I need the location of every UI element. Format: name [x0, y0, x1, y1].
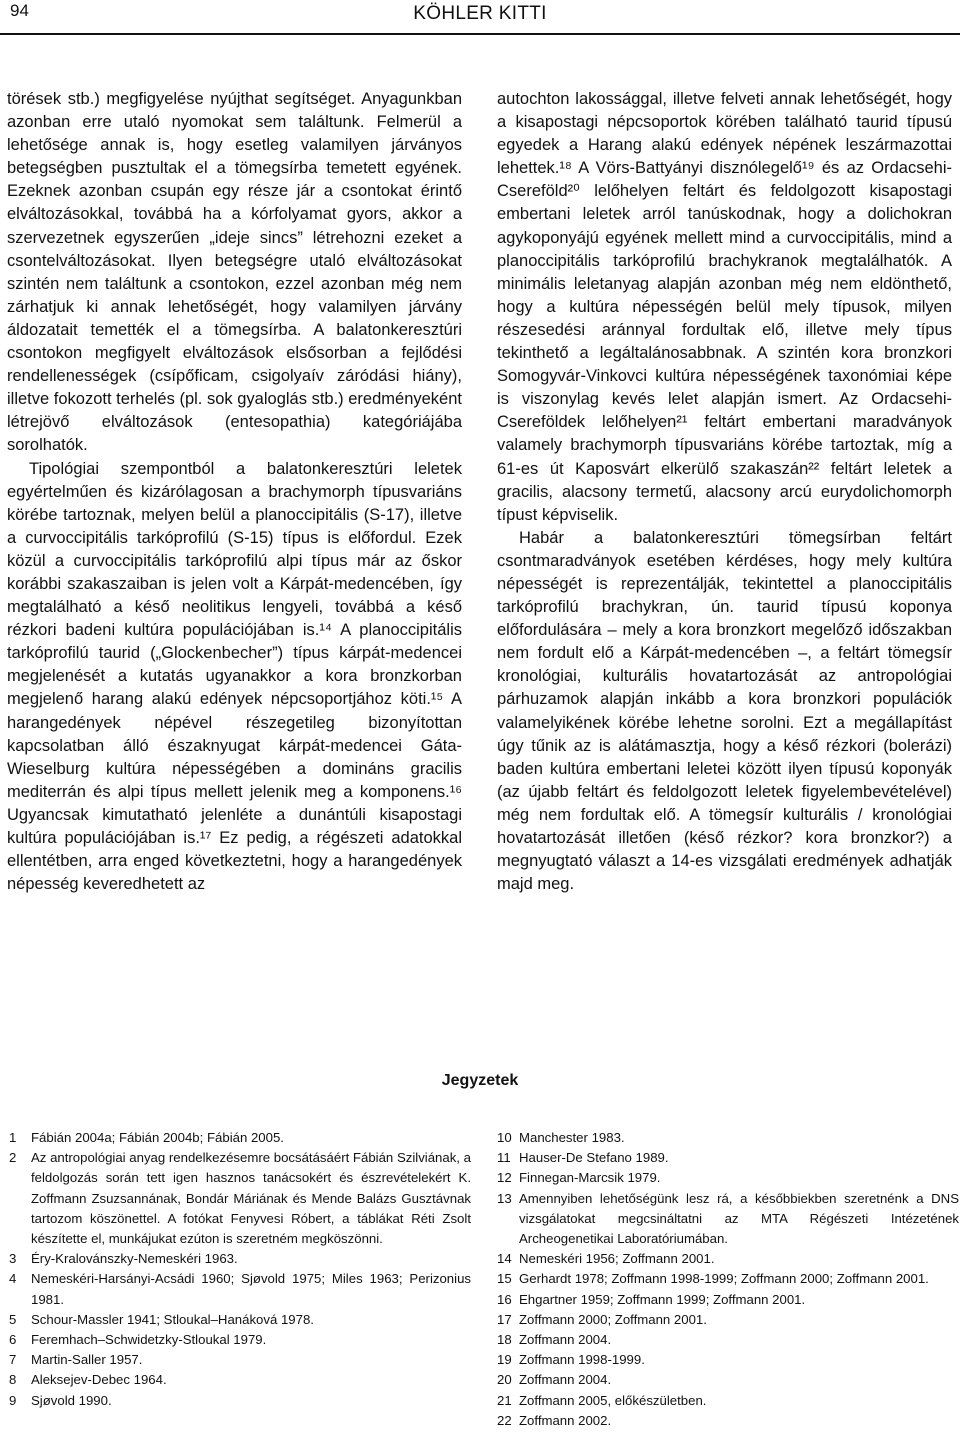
footnote-text: Az antropológiai anyag rendelkezésemre bocsátásáért Fábián Szilviának, a feldolgozás során tett igen hasznos tanácsokért és észrevételekért K. Zoffmann Zsuzsannának, Bondár Máriának és Mende Balázs Gusztávnak tartozom köszönettel. A fotókat Fenyvesi Róbert, a táblákat Réti Zsolt készítette el, munkájukat ezúton is szeretném megköszönni.: [31, 1150, 471, 1247]
notes-list-left: [9, 1128, 471, 1411]
footnote-text: Amennyiben lehetőségünk lesz rá, a későbbiekben szeretnénk a DNS vizsgálatokat megcsináltatni az MTA Régészeti Intézetének Archeogenetikai Laboratóriumában.: [519, 1190, 959, 1247]
footnote-item: [9, 1310, 471, 1330]
footnote-text: Aleksejev-Debec 1964.: [31, 1372, 167, 1388]
footnote-number: 11: [497, 1150, 511, 1166]
notes-heading: Jegyzetek: [441, 1072, 519, 1089]
footnote-item: [9, 1330, 471, 1350]
footnote-text: Fábián 2004a; Fábián 2004b; Fábián 2005.: [31, 1130, 284, 1145]
footnote-text: Éry-Kralovánszky-Nemeskéri 1963.: [31, 1251, 238, 1267]
footnote-number: 1: [9, 1130, 17, 1145]
footnote-number: 12: [497, 1170, 512, 1186]
footnote-text: Martin-Saller 1957.: [31, 1352, 143, 1368]
footnote-item: [497, 1249, 959, 1269]
footnote-number: 21: [497, 1392, 512, 1408]
footnote-item: [497, 1391, 959, 1411]
footnote-text: Nemeskéri-Harsányi-Acsádi 1960; Sjøvold 1975; Miles 1963; Perizonius 1981.: [31, 1271, 471, 1307]
running-title: KÖHLER KITTI: [413, 3, 547, 24]
right-column: [497, 88, 952, 896]
footnote-number: 7: [9, 1352, 17, 1368]
footnote-item: [9, 1249, 471, 1269]
footnote-text: Sjøvold 1990.: [31, 1392, 112, 1408]
footnote-item: [497, 1370, 959, 1390]
footnote-number: 5: [9, 1311, 17, 1327]
footnote-item: [497, 1350, 959, 1370]
footnote-number: 19: [497, 1352, 512, 1368]
body-paragraph: autochton lakossággal, illetve felveti annak lehetőségét, hogy a kisapostagi népcsoportok körében található taurid típusú egyedek a Harang alakú edények népének leszármazottai lehettek.¹⁸ A Vörs-Battyányi disznólegelő¹⁹ és az Ordacsehi-Csereföld²⁰ lelőhelyen feltárt és feldolgozott kisapostagi embertani leletek arról tanúskodnak, hogy a dolichokran agykoponyájú egyének mellett mind a curvoccipitális, mind a planoccipitális tarkóprofilú brachykranok megtalálhatók. A minimális leletanyag alapján azonban még nem eldönthető, hogy a kultúra népességén belül mely típusok, milyen részesedési aránnyal fordultak elő, illetve mely típus tekinthető a legáltalánosabbnak. A szintén kora bronzkori Somogyvár-Vinkovci kultúra népességének taxonómiai képe is viszonylag kevés lelet alapján ismert. Az Ordacsehi-Csereföldek lelőhelyen²¹ feltárt embertani maradványok valamely brachymorph típusvariáns körébe tartoztak, míg a 61-es út Kaposvárt elkerülő szakaszán²² feltárt leletek a gracilis, alacsony termetű, alacsony arcú eurydolichomorph típust képviselik.: [497, 90, 952, 524]
footnote-item: [497, 1168, 959, 1188]
footnote-item: [497, 1128, 959, 1148]
footnote-text: Gerhardt 1978; Zoffmann 1998-1999; Zoffmann 2000; Zoffmann 2001.: [519, 1271, 929, 1287]
footnote-item: [497, 1310, 959, 1330]
footnote-item: [9, 1269, 471, 1309]
footnote-item: [497, 1269, 959, 1289]
footnote-number: 8: [9, 1372, 17, 1388]
footnote-item: [9, 1128, 471, 1148]
footnote-number: 10: [497, 1130, 512, 1145]
footnote-text: Schour-Massler 1941; Stloukal–Hanáková 1978.: [31, 1311, 314, 1327]
footnote-number: 13: [497, 1190, 512, 1206]
left-column: [7, 88, 462, 896]
footnote-number: 4: [9, 1271, 17, 1287]
footnote-text: Zoffmann 1998-1999.: [519, 1352, 645, 1368]
footnote-text: Zoffmann 2005, előkészületben.: [519, 1392, 707, 1408]
footnote-number: 14: [497, 1251, 512, 1267]
footnote-number: 6: [9, 1332, 17, 1348]
footnote-item: [9, 1391, 471, 1411]
body-paragraph: törések stb.) megfigyelése nyújthat segítséget. Anyagunkban azonban erre utaló nyomokat sem találtunk. Felmerül a lehetősége annak is, hogy esetleg valamilyen járványos betegségben pusztultak el a tömegsírba temetett egyének. Ezeknek azonban csupán egy része jár a csontokat érintő elváltozásokkal, továbbá ha a kórfolyamat gyors, akkor a szervezetnek egyszerűen „ideje sincs” létrehozni ezeket a csontelváltozásokat. Ilyen betegségre utaló elváltozásokat szintén nem találtunk a csontokon, ezzel azonban még nem zárhatjuk ki annak lehetőségét, hogy valamilyen járvány áldozatait temették el a tömegsírba. A balatonkeresztúri csontokon megfigyelt elváltozások elsősorban a fejlődési rendellenességek (csípőficam, csigolyaív záródási hiány), illetve fokozott terhelés (pl. sok gyaloglás stb.) eredményeként létrejövő elváltozások (entesopathia) kategóriájába sorolhatók.: [7, 90, 462, 455]
footnote-number: 3: [9, 1251, 17, 1267]
footnote-text: Hauser-De Stefano 1989.: [519, 1150, 669, 1166]
footnote-item: [9, 1370, 471, 1390]
footnote-number: 2: [9, 1150, 17, 1166]
footnote-item: [9, 1350, 471, 1370]
footnote-text: Ehgartner 1959; Zoffmann 1999; Zoffmann 2001.: [519, 1291, 806, 1307]
footnote-text: Zoffmann 2004.: [519, 1332, 612, 1348]
footnote-text: Nemeskéri 1956; Zoffmann 2001.: [519, 1251, 715, 1267]
footnote-number: 22: [497, 1412, 512, 1428]
footnote-item: [497, 1148, 959, 1168]
footnote-text: Zoffmann 2002.: [519, 1412, 612, 1428]
footnote-number: 9: [9, 1392, 17, 1408]
footnote-item: [497, 1290, 959, 1310]
footnote-item: [497, 1330, 959, 1350]
footnote-number: 15: [497, 1271, 512, 1287]
page-number: 94: [10, 1, 29, 20]
footnote-item: [9, 1148, 471, 1249]
footnote-item: [497, 1189, 959, 1250]
body-paragraph: Tipológiai szempontból a balatonkeresztúri leletek egyértelműen és kizárólagosan a brachymorph típusvariáns körébe tartoznak, melyen belül a planoccipitális (S-17), illetve a curvoccipitális tarkóprofilú (S-15) típus is előfordul. Ezek közül a curvoccipitális tarkóprofilú alpi típus már az őskor korábbi szakaszaiban is jelen volt a Kárpát-medencében, így megtalálható a késő neolitikus lengyeli, továbbá a késő rézkori badeni kultúra populációjában is.¹⁴ A planoccipitális tarkóprofilú taurid („Glockenbecher”) típus kárpát-medencei megjelenését a kutatás ugyanakkor a kora bronzkorban megjelenő harang alakú edények népcsoportjához köti.¹⁵ A harangedények népével részegetileg bizonyítottan kapcsolatban álló északnyugat kárpát-medencei Gáta-Wieselburg kultúra népességében a domináns gracilis mediterrán és alpi típus mellett jelenik meg a komponens.¹⁶ Ugyancsak kimutatható jelenléte a dunántúli kisapostagi kultúra populációjában is.¹⁷ Ez pedig, a régészeti adatokkal ellentétben, arra enged következtetni, hogy a harangedények népesség keveredhetett az: [7, 459, 462, 894]
footnote-number: 20: [497, 1372, 512, 1388]
footnote-text: Manchester 1983.: [519, 1130, 625, 1145]
footnote-text: Finnegan-Marcsik 1979.: [519, 1170, 661, 1186]
body-paragraph: Habár a balatonkeresztúri tömegsírban feltárt csontmaradványok esetében kérdéses, hogy mely kultúra népességét is reprezentálják, tekintettel a planoccipitális tarkóprofilú brachykran, ún. taurid típusú koponya előfordulására – mely a kora bronzkort megelőző időszakban nem fordult elő a Kárpát-medencében –, a feltárt tömegsír kronológiai, kulturális hovatartozását az antropológiai párhuzamok alapján inkább a kora bronzkori populációk valamelyikének körébe lehetne sorolni. Ezt a megállapítást úgy tűnik az is alátámasztja, hogy a késő rézkori (bolerázi) baden kultúra embertani leletei között ilyen típusú koponyák (az újabb feltárt és feldolgozott leletek figyelembevételével) még nem fordultak elő. A tömegsír kulturális / kronológiai hovatartozását illetően (késő rézkor? kora bronzkor?) a megnyugtató választ a 14-es vizsgálati eredmények adhatják majd meg.: [497, 528, 952, 894]
footnote-text: Feremhach–Schwidetzky-Stloukal 1979.: [31, 1332, 267, 1348]
footnote-number: 18: [497, 1332, 512, 1348]
notes-list-right: [497, 1128, 959, 1431]
header-rule: [0, 33, 960, 35]
footnote-text: Zoffmann 2000; Zoffmann 2001.: [519, 1311, 707, 1327]
footnote-text: Zoffmann 2004.: [519, 1372, 612, 1388]
footnote-item: [497, 1411, 959, 1431]
footnote-number: 17: [497, 1311, 512, 1327]
footnote-number: 16: [497, 1291, 512, 1307]
